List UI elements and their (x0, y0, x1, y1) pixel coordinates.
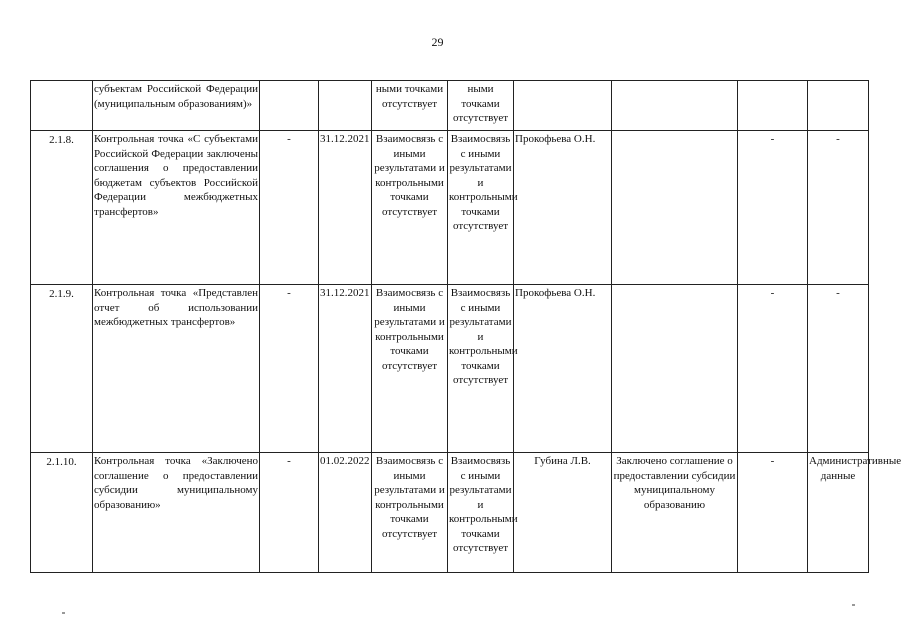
page-number: 29 (431, 35, 444, 49)
control-point-name: субъектам Российской Федерации (муниципальным образованиям)» (93, 81, 260, 131)
control-point-name: Контрольная точка «Заключено соглашение о предоставлении субсидии муниципальному образованию» (93, 453, 260, 573)
responsible-person: Прокофьева О.Н. (514, 285, 612, 453)
result-description (612, 131, 738, 285)
row-number (31, 81, 93, 131)
scan-speck (62, 612, 65, 614)
relation-next: Взаимосвязь с иными результатами и контрольными точками отсутствует (448, 453, 514, 573)
row-number: 2.1.10. (31, 453, 93, 573)
responsible-person (514, 81, 612, 131)
end-date: 31.12.2021 (319, 285, 372, 453)
relation-previous: Взаимосвязь с иными результатами и контрольными точками отсутствует (372, 285, 448, 453)
start-date: - (260, 131, 319, 285)
result-description (612, 81, 738, 131)
relation-previous: Взаимосвязь с иными результатами и контрольными точками отсутствует (372, 453, 448, 573)
relation-next: ными точками отсутствует (448, 81, 514, 131)
info-system: - (808, 285, 869, 453)
verification-doc (738, 81, 808, 131)
result-description (612, 285, 738, 453)
info-system: - (808, 131, 869, 285)
start-date (260, 81, 319, 131)
info-system: Административные данные (808, 453, 869, 573)
relation-next: Взаимосвязь с иными результатами и контрольными точками отсутствует (448, 285, 514, 453)
table-row (31, 81, 869, 131)
end-date: 31.12.2021 (319, 131, 372, 285)
verification-doc: - (738, 285, 808, 453)
relation-previous: Взаимосвязь с иными результатами и контрольными точками отсутствует (372, 131, 448, 285)
row-number: 2.1.9. (31, 285, 93, 453)
relation-previous: ными точками отсутствует (372, 81, 448, 131)
table-row (31, 285, 869, 453)
start-date: - (260, 285, 319, 453)
scan-speck (852, 604, 855, 606)
table-row (31, 453, 869, 573)
verification-doc: - (738, 131, 808, 285)
end-date (319, 81, 372, 131)
control-point-name: Контрольная точка «Представлен отчет об использовании межбюджетных трансфертов» (93, 285, 260, 453)
row-number: 2.1.8. (31, 131, 93, 285)
table-row (31, 131, 869, 285)
verification-doc: - (738, 453, 808, 573)
control-point-name: Контрольная точка «С субъектами Российской Федерации заключены соглашения о предоставлении бюджетам субъектов Российской Федерации межбюджетных трансфертов» (93, 131, 260, 285)
control-points-table (30, 80, 902, 573)
start-date: - (260, 453, 319, 573)
info-system (808, 81, 869, 131)
responsible-person: Прокофьева О.Н. (514, 131, 612, 285)
responsible-person: Губина Л.В. (514, 453, 612, 573)
relation-next: Взаимосвязь с иными результатами и контрольными точками отсутствует (448, 131, 514, 285)
end-date: 01.02.2022 (319, 453, 372, 573)
result-description: Заключено соглашение о предоставлении субсидии муниципальному образованию (612, 453, 738, 573)
